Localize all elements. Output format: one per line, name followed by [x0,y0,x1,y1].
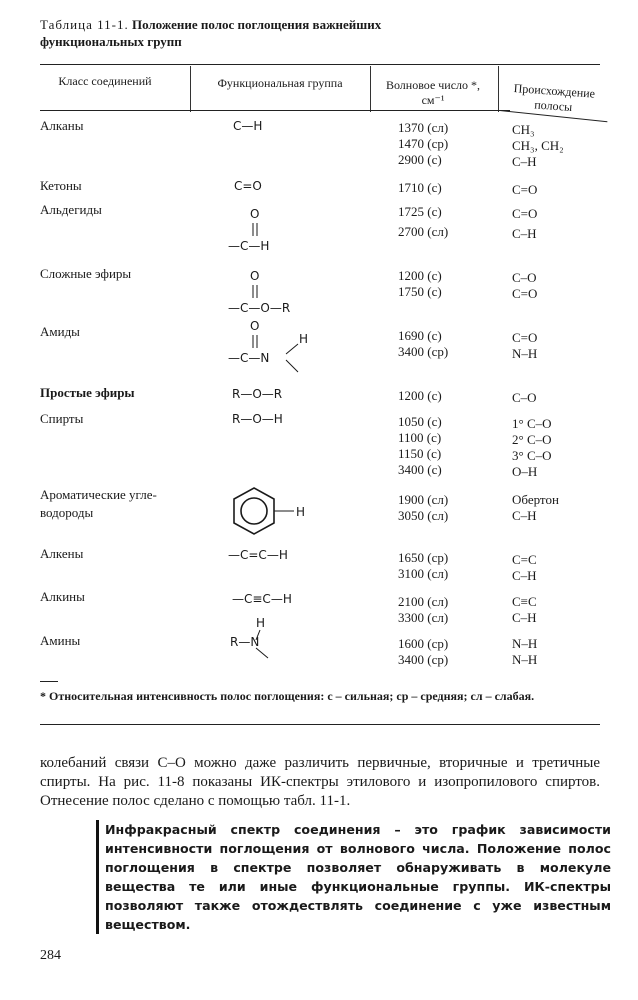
value: 3100 (сл) [398,566,449,581]
row-class: Спирты [40,411,84,426]
value: 1900 (сл) [398,492,449,507]
chain-label: R—N [230,635,260,649]
value: 1650 (ср) [398,550,449,565]
row-group: R—O—R [232,387,283,401]
row-values [398,328,448,360]
table-bottom-rule [40,724,600,725]
origin: CH₃, CH₂ [512,138,564,153]
row-values [398,414,442,478]
origin: 2° C–O [512,432,552,447]
hydrogen-label: H [256,616,266,630]
body-paragraph: колебаний связи C–O можно даже различить первичные, вторичные и третичные спирты. На рис. 11-8 показаны ИК-спектры этилового и изопропилового спиртов. Отнесение полос сделано с помощью табл. 11-1. [40,755,600,809]
bond-line [286,360,298,372]
row-origins [512,636,537,668]
row-origins [512,330,537,362]
chain-label: —C—N [228,351,270,365]
origin: C–O [512,390,537,405]
row-origins [512,182,537,198]
row-group: C=O [234,179,262,193]
row-values [398,268,442,300]
origin: C–H [512,568,537,583]
origin: C≡C [512,594,537,609]
value: 1200 (с) [398,388,442,403]
row-values [398,492,448,524]
value: 1690 (с) [398,328,442,343]
row-group: —C=C—H [228,548,288,562]
value: 1200 (с) [398,268,442,283]
row-values [398,636,448,668]
row-origins [512,416,552,480]
header-class: Класс соединений [58,74,152,88]
row-class: Ароматические угле- водороды [40,487,157,520]
row-origins [512,206,537,242]
benzene-structure [228,484,318,544]
row-group: C—H [233,119,263,133]
row-class: Альдегиды [40,202,102,217]
amide-structure [222,316,322,378]
origin: C–H [512,508,537,523]
row-values [398,594,448,626]
origin: Обертон [512,492,559,507]
row-class: Амиды [40,324,80,339]
row-class: Алкены [40,546,84,561]
row-group: R—O—H [232,412,283,426]
header-bottom-rule [40,110,510,111]
amine-structure [226,614,306,664]
oxygen-label: O [250,207,260,221]
header-origin: Происхождение полосы [513,80,596,115]
table-number: Таблица 11-1. [40,17,129,32]
value: 3400 (с) [398,462,442,477]
column-divider [190,66,191,112]
value: 3300 (сл) [398,610,449,625]
value: 3400 (ср) [398,652,449,667]
table-title: Положение полос поглощения важнейших функциональных групп [40,17,382,49]
hydrogen-label: H [296,505,306,519]
row-values [398,388,442,404]
table-caption [40,16,480,50]
row-class: Амины [40,633,81,648]
summary-note: Инфракрасный спектр соединения – это график зависимости интенсивности поглощения от волнового числа. Положение полос поглощения в спектре позволяет обнаруживать в молекуле вещества те или иные функциональные группы. ИК-спектры позволяют также отождествлять соединение с уже известным веществом. [96,820,611,934]
row-origins [512,390,537,406]
chain-label: —C—O—R [228,301,291,315]
origin: C–H [512,154,537,169]
header-wavenumber: Волновое число *, см⁻¹ [385,78,481,107]
row-values [398,550,448,582]
row-origins [512,122,564,170]
row-values [398,120,448,168]
row-values [398,180,442,196]
value: 1750 (с) [398,284,442,299]
row-class: Сложные эфиры [40,266,132,281]
header-group: Функциональная группа [217,76,343,90]
value: 3400 (ср) [398,344,449,359]
value: 2700 (сл) [398,224,449,239]
page-number: 284 [40,948,61,963]
oxygen-label: O [250,319,260,333]
footnote-rule [40,681,58,682]
table-top-rule [40,64,600,65]
value: 1710 (с) [398,180,442,195]
bond-line [286,344,298,354]
row-origins [512,552,537,584]
origin: N–H [512,652,538,667]
row-class: Простые эфиры [40,385,135,400]
hydrogen-label: H [299,332,309,346]
row-group: —C≡C—H [232,592,292,606]
oxygen-label: O [250,269,260,283]
aldehyde-structure [222,204,302,256]
row-values [398,204,448,240]
chain-label: —C—H [228,239,270,253]
column-divider [370,66,371,112]
origin: C=O [512,182,538,197]
origin: O–H [512,464,538,479]
bond-line [256,648,268,658]
value: 2100 (сл) [398,594,449,609]
value: 2900 (с) [398,152,442,167]
origin: CH₃ [512,122,535,137]
row-class: Алканы [40,118,84,133]
origin: N–H [512,636,538,651]
value: 1100 (с) [398,430,442,445]
aromatic-circle [241,498,267,524]
value: 1600 (ср) [398,636,449,651]
value: 3050 (сл) [398,508,449,523]
origin: C=O [512,330,538,345]
value: 1725 (с) [398,204,442,219]
row-origins [512,492,559,524]
origin: C=C [512,552,537,567]
row-origins [512,594,537,626]
origin: 3° C–O [512,448,552,463]
value: 1050 (с) [398,414,442,429]
value: 1470 (ср) [398,136,449,151]
origin: N–H [512,346,538,361]
value: 1370 (сл) [398,120,449,135]
origin: C=O [512,286,538,301]
origin: 1° C–O [512,416,552,431]
table-footnote: * Относительная интенсивность полос поглощения: с – сильная; ср – средняя; сл – слабая. [40,689,535,703]
value: 1150 (с) [398,446,442,461]
ester-structure [222,266,332,318]
origin: C–H [512,610,537,625]
origin: C=O [512,206,538,221]
origin: C–O [512,270,537,285]
row-class: Кетоны [40,178,82,193]
origin: C–H [512,226,537,241]
row-class: Алкины [40,589,85,604]
benzene-ring [234,488,274,534]
row-origins [512,270,537,302]
